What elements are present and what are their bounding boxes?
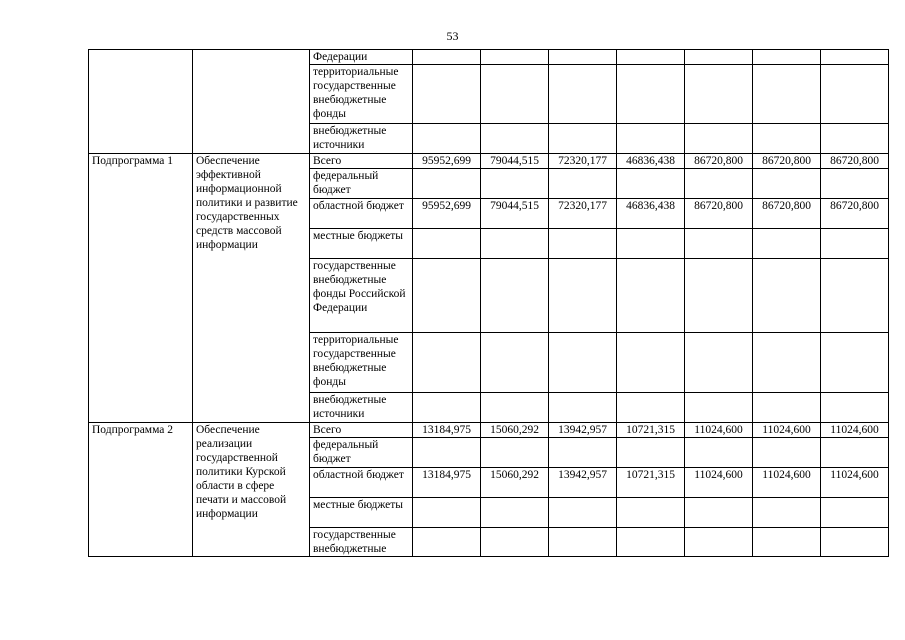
- amount-cell: 11024,600: [685, 468, 753, 498]
- table-row: [89, 50, 889, 65]
- amount-cell: [549, 65, 617, 124]
- amount-cell: 86720,800: [821, 154, 889, 169]
- amount-cell: [413, 229, 481, 259]
- amount-cell: [413, 124, 481, 154]
- amount-cell: 95952,699: [413, 154, 481, 169]
- funding-source-cell: Всего: [310, 423, 413, 438]
- amount-cell: [753, 333, 821, 393]
- amount-cell: 46836,438: [617, 199, 685, 229]
- amount-cell: 13184,975: [413, 468, 481, 498]
- subprogram-title-cell: [193, 50, 310, 154]
- amount-cell: [481, 333, 549, 393]
- amount-cell: 11024,600: [821, 423, 889, 438]
- amount-cell: [481, 393, 549, 423]
- amount-cell: [821, 229, 889, 259]
- amount-cell: [617, 229, 685, 259]
- amount-cell: [549, 50, 617, 65]
- amount-cell: 15060,292: [481, 423, 549, 438]
- amount-cell: 11024,600: [753, 423, 821, 438]
- amount-cell: [549, 229, 617, 259]
- page-number: 53: [446, 29, 459, 43]
- budget-table: [88, 49, 889, 557]
- subprogram-title-cell: Обеспечение реализации государственной политики Курской области в сфере печати и массовой информации: [193, 423, 310, 557]
- amount-cell: 11024,600: [753, 468, 821, 498]
- amount-cell: [617, 169, 685, 199]
- amount-cell: 79044,515: [481, 199, 549, 229]
- amount-cell: 13942,957: [549, 423, 617, 438]
- amount-cell: [685, 333, 753, 393]
- amount-cell: 13942,957: [549, 468, 617, 498]
- amount-cell: [685, 124, 753, 154]
- amount-cell: [821, 528, 889, 557]
- amount-cell: [685, 498, 753, 528]
- amount-cell: [413, 438, 481, 468]
- amount-cell: [481, 498, 549, 528]
- funding-source-cell: государственные внебюджетные фонды Российской Федерации: [310, 259, 413, 333]
- amount-cell: [617, 498, 685, 528]
- amount-cell: 86720,800: [685, 199, 753, 229]
- amount-cell: 86720,800: [685, 154, 753, 169]
- amount-cell: [685, 169, 753, 199]
- amount-cell: [685, 229, 753, 259]
- amount-cell: 86720,800: [753, 199, 821, 229]
- amount-cell: [413, 528, 481, 557]
- amount-cell: [821, 50, 889, 65]
- amount-cell: [753, 438, 821, 468]
- amount-cell: [821, 65, 889, 124]
- amount-cell: [413, 169, 481, 199]
- amount-cell: [617, 333, 685, 393]
- amount-cell: [481, 169, 549, 199]
- amount-cell: [617, 528, 685, 557]
- amount-cell: [413, 498, 481, 528]
- amount-cell: [821, 333, 889, 393]
- table-row: [89, 423, 889, 438]
- funding-source-cell: территориальные государственные внебюджетные фонды: [310, 65, 413, 124]
- amount-cell: [617, 124, 685, 154]
- amount-cell: [753, 124, 821, 154]
- amount-cell: [481, 50, 549, 65]
- amount-cell: 11024,600: [685, 423, 753, 438]
- amount-cell: [685, 50, 753, 65]
- amount-cell: 11024,600: [821, 468, 889, 498]
- amount-cell: [685, 393, 753, 423]
- amount-cell: [753, 498, 821, 528]
- amount-cell: 95952,699: [413, 199, 481, 229]
- amount-cell: [617, 438, 685, 468]
- funding-source-cell: местные бюджеты: [310, 229, 413, 259]
- subprogram-cell: Подпрограмма 2: [89, 423, 193, 557]
- amount-cell: 10721,315: [617, 468, 685, 498]
- amount-cell: [617, 65, 685, 124]
- amount-cell: [549, 438, 617, 468]
- amount-cell: [753, 229, 821, 259]
- amount-cell: 72320,177: [549, 154, 617, 169]
- amount-cell: 10721,315: [617, 423, 685, 438]
- amount-cell: [413, 393, 481, 423]
- amount-cell: [685, 259, 753, 333]
- amount-cell: [821, 393, 889, 423]
- amount-cell: [413, 333, 481, 393]
- budget-table-body: [89, 50, 889, 557]
- amount-cell: 86720,800: [753, 154, 821, 169]
- amount-cell: [753, 528, 821, 557]
- amount-cell: 72320,177: [549, 199, 617, 229]
- amount-cell: [821, 438, 889, 468]
- amount-cell: [821, 169, 889, 199]
- amount-cell: [617, 50, 685, 65]
- amount-cell: [753, 169, 821, 199]
- funding-source-cell: внебюджетные источники: [310, 124, 413, 154]
- funding-source-cell: федеральный бюджет: [310, 438, 413, 468]
- subprogram-cell: Подпрограмма 1: [89, 154, 193, 423]
- amount-cell: [753, 50, 821, 65]
- amount-cell: 13184,975: [413, 423, 481, 438]
- funding-source-cell: местные бюджеты: [310, 498, 413, 528]
- amount-cell: [549, 259, 617, 333]
- funding-source-cell: федеральный бюджет: [310, 169, 413, 199]
- amount-cell: [481, 124, 549, 154]
- amount-cell: [753, 65, 821, 124]
- funding-source-cell: Федерации: [310, 50, 413, 65]
- amount-cell: [685, 528, 753, 557]
- subprogram-title-cell: Обеспечение эффективной информационной политики и развитие государственных средств массовой информации: [193, 154, 310, 423]
- funding-source-cell: внебюджетные источники: [310, 393, 413, 423]
- amount-cell: [481, 229, 549, 259]
- amount-cell: [821, 124, 889, 154]
- amount-cell: [481, 438, 549, 468]
- amount-cell: [413, 50, 481, 65]
- amount-cell: [481, 259, 549, 333]
- funding-source-cell: территориальные государственные внебюджетные фонды: [310, 333, 413, 393]
- funding-source-cell: областной бюджет: [310, 468, 413, 498]
- amount-cell: [753, 259, 821, 333]
- amount-cell: 46836,438: [617, 154, 685, 169]
- amount-cell: [685, 438, 753, 468]
- amount-cell: [821, 259, 889, 333]
- table-row: [89, 154, 889, 169]
- amount-cell: [753, 393, 821, 423]
- amount-cell: 86720,800: [821, 199, 889, 229]
- amount-cell: [821, 498, 889, 528]
- amount-cell: [549, 528, 617, 557]
- funding-source-cell: областной бюджет: [310, 199, 413, 229]
- subprogram-cell: [89, 50, 193, 154]
- amount-cell: 79044,515: [481, 154, 549, 169]
- amount-cell: [481, 65, 549, 124]
- funding-source-cell: государственные внебюджетные: [310, 528, 413, 557]
- amount-cell: [481, 528, 549, 557]
- amount-cell: [617, 259, 685, 333]
- amount-cell: [549, 498, 617, 528]
- amount-cell: [413, 65, 481, 124]
- amount-cell: 15060,292: [481, 468, 549, 498]
- amount-cell: [685, 65, 753, 124]
- amount-cell: [617, 393, 685, 423]
- amount-cell: [549, 124, 617, 154]
- amount-cell: [549, 169, 617, 199]
- amount-cell: [549, 393, 617, 423]
- amount-cell: [413, 259, 481, 333]
- amount-cell: [549, 333, 617, 393]
- funding-source-cell: Всего: [310, 154, 413, 169]
